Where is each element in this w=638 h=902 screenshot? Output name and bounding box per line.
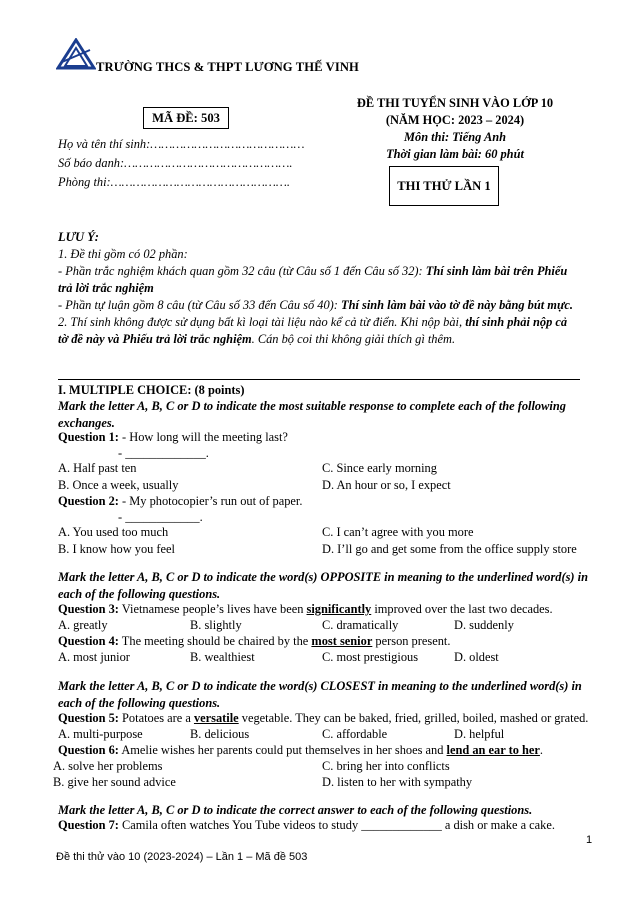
q6-option-d: D. listen to her with sympathy xyxy=(322,775,473,789)
q3-option-c: C. dramatically xyxy=(322,618,399,632)
page-footer: Đề thi thử vào 10 (2023-2024) – Lần 1 – Mã đề 503 xyxy=(56,851,308,863)
notes-line-4: 2. Thí sinh không được sử dụng bất kì loại tài liệu nào kể cả từ điển. Khi nộp bài, thí sinh phải nộp cả tờ đề này và Phiếu trả lời trắc nghiệm. Cán bộ coi thi không giải thích gì thêm. xyxy=(58,315,568,346)
instruction-2: Mark the letter A, B, C or D to indicate the word(s) OPPOSITE in meaning to the underlined word(s) in each of the following questions. xyxy=(58,570,588,601)
q6-option-a: A. solve her problems xyxy=(53,759,163,773)
q3-option-b: B. slightly xyxy=(190,618,242,632)
exam-time: Thời gian làm bài: 60 phút xyxy=(386,147,524,161)
question-4: Question 4: The meeting should be chaired by the most senior person present. xyxy=(58,634,451,648)
question-1: Question 1: - How long will the meeting last? xyxy=(58,430,288,444)
school-name: TRƯỜNG THCS & THPT LƯƠNG THẾ VINH xyxy=(96,60,359,74)
question-6: Question 6: Amelie wishes her parents could put themselves in her shoes and lend an ear to her. xyxy=(58,743,544,757)
q6-option-c: C. bring her into conflicts xyxy=(322,759,450,773)
q6-option-b: B. give her sound advice xyxy=(53,775,176,789)
q1-option-c: C. Since early morning xyxy=(322,461,437,475)
q3-option-a: A. greatly xyxy=(58,618,108,632)
question-2: Question 2: - My photocopier’s run out of paper. xyxy=(58,494,303,508)
exam-title: ĐỀ THI TUYỂN SINH VÀO LỚP 10 xyxy=(356,96,554,110)
q4-option-a: A. most junior xyxy=(58,650,130,664)
notes-block xyxy=(58,229,580,348)
q4-option-c: C. most prestigious xyxy=(322,650,419,664)
exam-year: (NĂM HỌC: 2023 – 2024) xyxy=(385,113,525,127)
question-1-blank: - _____________. xyxy=(118,446,209,460)
notes-line-1: 1. Đề thi gồm có 02 phần: xyxy=(58,247,188,261)
question-3: Question 3: Vietnamese people’s lives have been significantly improved over the last two decades. xyxy=(58,602,553,616)
q2-option-a: A. You used too much xyxy=(58,525,169,539)
q2-option-b: B. I know how you feel xyxy=(58,542,176,556)
q2-option-c: C. I can’t agree with you more xyxy=(322,525,474,539)
q5-option-d: D. helpful xyxy=(454,727,505,741)
school-logo-icon xyxy=(56,38,96,70)
candidate-number-line: Số báo danh:………………………………………. xyxy=(58,156,293,170)
q4-option-d: D. oldest xyxy=(454,650,499,664)
q3-option-d: D. suddenly xyxy=(454,618,514,632)
question-5: Question 5: Potatoes are a versatile vegetable. They can be baked, fried, grilled, boiled, mashed or grated. xyxy=(58,711,589,725)
divider xyxy=(58,379,580,380)
q1-option-a: A. Half past ten xyxy=(58,461,137,475)
q1-option-d: D. An hour or so, I expect xyxy=(322,478,451,492)
notes-line-2: - Phần trắc nghiệm khách quan gồm 32 câu (từ Câu số 1 đến Câu số 32): Thí sinh làm bài trên Phiếu trả lời trắc nghiệm xyxy=(58,264,568,295)
instruction-4: Mark the letter A, B, C or D to indicate the correct answer to each of the following questions. xyxy=(58,803,533,817)
question-7: Question 7: Camila often watches You Tube videos to study _____________ a dish or make a cake. xyxy=(58,818,555,832)
q5-option-c: C. affordable xyxy=(322,727,388,741)
q5-option-b: B. delicious xyxy=(190,727,250,741)
exam-code-box: MÃ ĐỀ: 503 xyxy=(143,107,229,129)
exam-room-line: Phòng thi:…………………………………………. xyxy=(58,175,291,189)
candidate-name-line: Họ và tên thí sinh:…………………………………… xyxy=(58,137,305,151)
q4-option-b: B. wealthiest xyxy=(190,650,255,664)
instruction-1: Mark the letter A, B, C or D to indicate the most suitable response to complete each of the following exchanges. xyxy=(58,399,566,430)
instruction-3: Mark the letter A, B, C or D to indicate the word(s) CLOSEST in meaning to the underlined word(s) in each of the following questions. xyxy=(58,679,582,710)
section-title: I. MULTIPLE CHOICE: (8 points) xyxy=(58,383,245,397)
notes-line-3: - Phần tự luận gồm 8 câu (từ Câu số 33 đến Câu số 40): Thí sinh làm bài vào tờ đề này bằng bút mực. xyxy=(58,298,573,312)
q2-option-d: D. I’ll go and get some from the office supply store xyxy=(322,542,577,556)
q5-option-a: A. multi-purpose xyxy=(58,727,143,741)
question-2-blank: - ____________. xyxy=(118,510,203,524)
notes-title: LƯU Ý: xyxy=(58,230,99,244)
q1-option-b: B. Once a week, usually xyxy=(58,478,179,492)
page-number: 1 xyxy=(586,834,593,846)
attempt-box: THI THỬ LẦN 1 xyxy=(389,166,499,206)
exam-subject: Môn thi: Tiếng Anh xyxy=(403,130,507,144)
